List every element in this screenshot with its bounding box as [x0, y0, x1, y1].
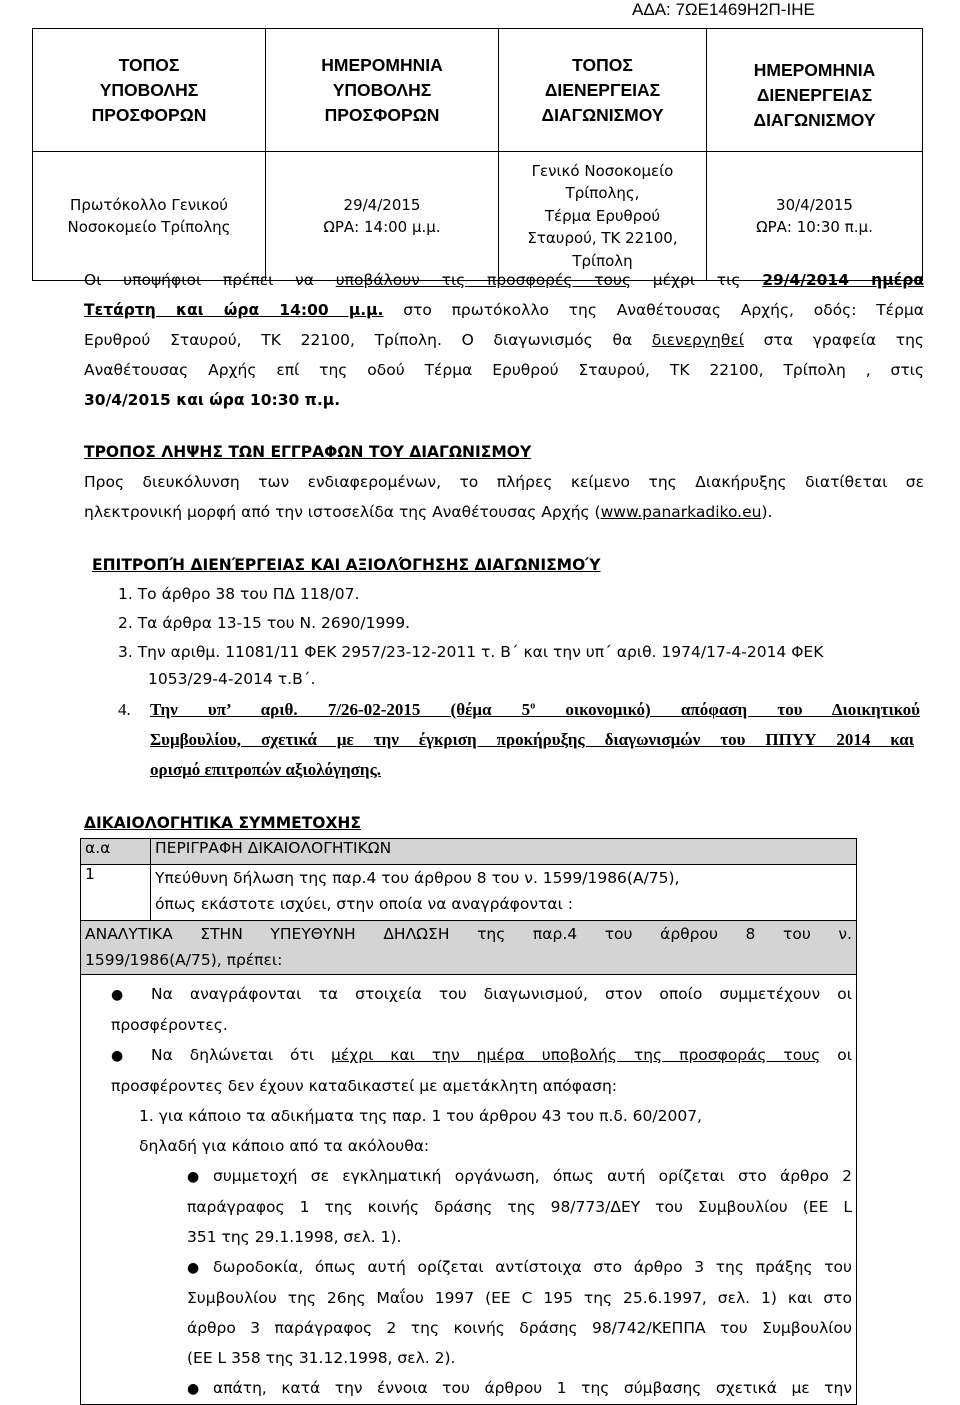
section-committee-title: ΕΠΙΤΡΟΠΉ ΔΙΕΝΈΡΓΕΙΑΣ ΚΑΙ ΑΞΙΟΛΌΓΗΣΗΣ ΔΙΑΓΩΝΙΣΜΟΎ — [92, 556, 601, 574]
para1-line1: Οι υποψήφιοι πρέπει να υποβάλουν τις προσφορές τους μέχρι τις 29/4/2014 ημέρα — [84, 271, 924, 289]
row-1-description: Υπεύθυνη δήλωση της παρ.4 του άρθρου 8 του ν. 1599/1986(Α/75), όπως εκάστοτε ισχύει, στην οποία να αναγράφονται : — [151, 865, 857, 921]
numbered-item-1: 1. για κάποιο τα αδικήματα της παρ. 1 του άρθρου 43 του π.δ. 60/2007, — [139, 1107, 702, 1125]
section-documents-line2: ηλεκτρονική μορφή από την ιστοσελίδα της Αναθέτουσας Αρχής (www.panarkadiko.eu). — [84, 503, 773, 521]
sub-bullet-3: ● απάτη, κατά την έννοια του άρθρου 1 της σύμβασης σχετικά με την — [187, 1379, 852, 1397]
committee-item-2: 2. Τα άρθρα 13-15 του Ν. 2690/1999. — [118, 614, 411, 632]
header-submission-date: ΗΜΕΡΟΜΗΝΙΑ ΥΠΟΒΟΛΗΣ ΠΡΟΣΦΟΡΩΝ — [266, 29, 499, 152]
committee-item-3: 3. Την αριθμ. 11081/11 ΦΕΚ 2957/23-12-2011 τ. Β΄ και την υπ΄ αριθ. 1974/17-4-2014 ΦΕΚ — [118, 643, 824, 661]
section-documents-title: ΤΡΟΠΟΣ ΛΗΨΗΣ ΤΩΝ ΕΓΓΡΑΦΩΝ ΤΟΥ ΔΙΑΓΩΝΙΣΜΟΥ — [84, 443, 532, 461]
submission-table — [32, 28, 923, 281]
value-tender-date: 30/4/2015 ΩΡΑ: 10:30 π.μ. — [707, 152, 923, 281]
value-submission-date: 29/4/2015 ΩΡΑ: 14:00 μ.μ. — [266, 152, 499, 281]
committee-item-4-line3: ορισμό επιτροπών αξιολόγησης. — [150, 760, 381, 779]
header-submission-place: ΤΟΠΟΣ ΥΠΟΒΟΛΗΣ ΠΡΟΣΦΟΡΩΝ — [33, 29, 266, 152]
para1-line3: Ερυθρού Σταυρού, ΤΚ 22100, Τρίπολη. Ο διαγωνισμός θα διενεργηθεί στα γραφεία της — [84, 331, 925, 349]
header-tender-date: ΗΜΕΡΟΜΗΝΙΑ ΔΙΕΝΕΡΓΕΙΑΣ ΔΙΑΓΩΝΙΣΜΟΥ — [707, 29, 923, 152]
table-header-number: α.α — [81, 839, 151, 865]
sub-bullet-1: ● συμμετοχή σε εγκληματική οργάνωση, όπως αυτή ορίζεται στο άρθρο 2 — [187, 1167, 852, 1185]
bullet-2: ● Να δηλώνεται ότι μέχρι και την ημέρα υποβολής της προσφοράς τους οι — [111, 1046, 852, 1064]
table-header-description: ΠΕΡΙΓΡΑΦΗ ΔΙΚΑΙΟΛΟΓΗΤΙΚΩΝ — [151, 839, 857, 865]
committee-item-4-line1: Την υπ’ αριθ. 7/26-02-2015 (θέμα $5^o$ οικονομικό) απόφαση του Διοικητικού — [150, 700, 920, 719]
row-1-number: 1 — [81, 865, 151, 921]
analysis-content: ● Να αναγράφονται τα στοιχεία του διαγωνισμού, στον οποίο συμμετέχουν οι προσφέροντες. ● Να δηλώνεται ότι μέχρι και την ημέρα υποβολής της προσφοράς τους οι προσφέροντες δεν έχουν καταδικαστεί με αμετάκλητη απόφαση: 1. για κάποιο τα αδικήματα της παρ. 1 του άρθρου 43 του π.δ. 60/2007, δηλαδή για κάποιο από τα ακόλουθα: ● συμμετοχή σε εγκληματική οργάνωση, όπως αυτή ορίζεται στο άρθρο 2 παράγραφος 1 της κοινής δράσης της 98/773/ΔΕΥ του Συμβουλίου (ΕΕ L 351 της 29.1.1998, σελ. 1). ● δωροδοκία, όπως αυτή ορίζεται αντίστοιχα στο άρθρο 3 της πράξης του Συμβουλίου της 26ης Μαΐου 1997 (ΕΕ C 195 της 25.6.1997, σελ. 1) και στο άρθρο 3 παράγραφος 2 της κοινής δράσης 98/742/ΚΕΠΠΑ του Συμβουλίου (ΕΕ L 358 της 31.12.1998, σελ. 2). ● απάτη, κατά την έννοια του άρθρου 1 της σύμβασης σχετικά με την — [81, 975, 857, 1405]
requirements-table — [80, 838, 857, 1405]
analysis-header-row: ΑΝΑΛΥΤΙΚΑ ΣΤΗΝ ΥΠΕΥΘΥΝΗ ΔΗΛΩΣΗ της παρ.4 του άρθρου 8 του ν. 1599/1986(Α/75), πρέπει: — [81, 921, 857, 975]
committee-item-4-line2: Συμβουλίου, σχετικά με την έγκριση προκήρυξης διαγωνισμών του ΠΠΥΥ 2014 και — [150, 730, 914, 749]
section-documents-line1: Προς διευκόλυνση των ενδιαφερομένων, το πλήρες κείμενο της Διακήρυξης διατίθεται σε — [84, 473, 924, 491]
sub-bullet-2: ● δωροδοκία, όπως αυτή ορίζεται αντίστοιχα στο άρθρο 3 της πράξης του — [187, 1258, 852, 1276]
para1-line2: Τετάρτη και ώρα 14:00 μ.μ. στο πρωτόκολλο της Αναθέτουσας Αρχής, οδός: Τέρμα — [84, 301, 924, 319]
bullet-1: ● Να αναγράφονται τα στοιχεία του διαγωνισμού, στον οποίο συμμετέχουν οι — [111, 985, 852, 1003]
section-requirements-title: ΔΙΚΑΙΟΛΟΓΗΤΙΚΑ ΣΥΜΜΕΤΟΧΗΣ — [84, 814, 361, 832]
header-tender-place: ΤΟΠΟΣ ΔΙΕΝΕΡΓΕΙΑΣ ΔΙΑΓΩΝΙΣΜΟΥ — [499, 29, 707, 152]
value-tender-place: Γενικό Νοσοκομείο Τρίπολης, Τέρμα Ερυθρού Σταυρού, ΤΚ 22100, Τρίπολη — [499, 152, 707, 281]
committee-item-4: 4. — [118, 700, 131, 719]
para1-line4: Αναθέτουσας Αρχής επί της οδού Τέρμα Ερυθρού Σταυρού, ΤΚ 22100, Τρίπολη , στις — [84, 361, 924, 379]
value-submission-place: Πρωτόκολλο Γενικού Νοσοκομείο Τρίπολης — [33, 152, 266, 281]
committee-item-3-cont: 1053/29-4-2014 τ.Β΄. — [148, 670, 316, 688]
ada-code: ΑΔΑ: 7ΩΕ1469Η2Π-ΙΗΕ — [632, 0, 815, 19]
committee-item-1: 1. Το άρθρο 38 του ΠΔ 118/07. — [118, 585, 360, 603]
website-link[interactable]: www.panarkadiko.eu — [600, 503, 762, 521]
para1-line5: 30/4/2015 και ώρα 10:30 π.μ. — [84, 391, 341, 409]
